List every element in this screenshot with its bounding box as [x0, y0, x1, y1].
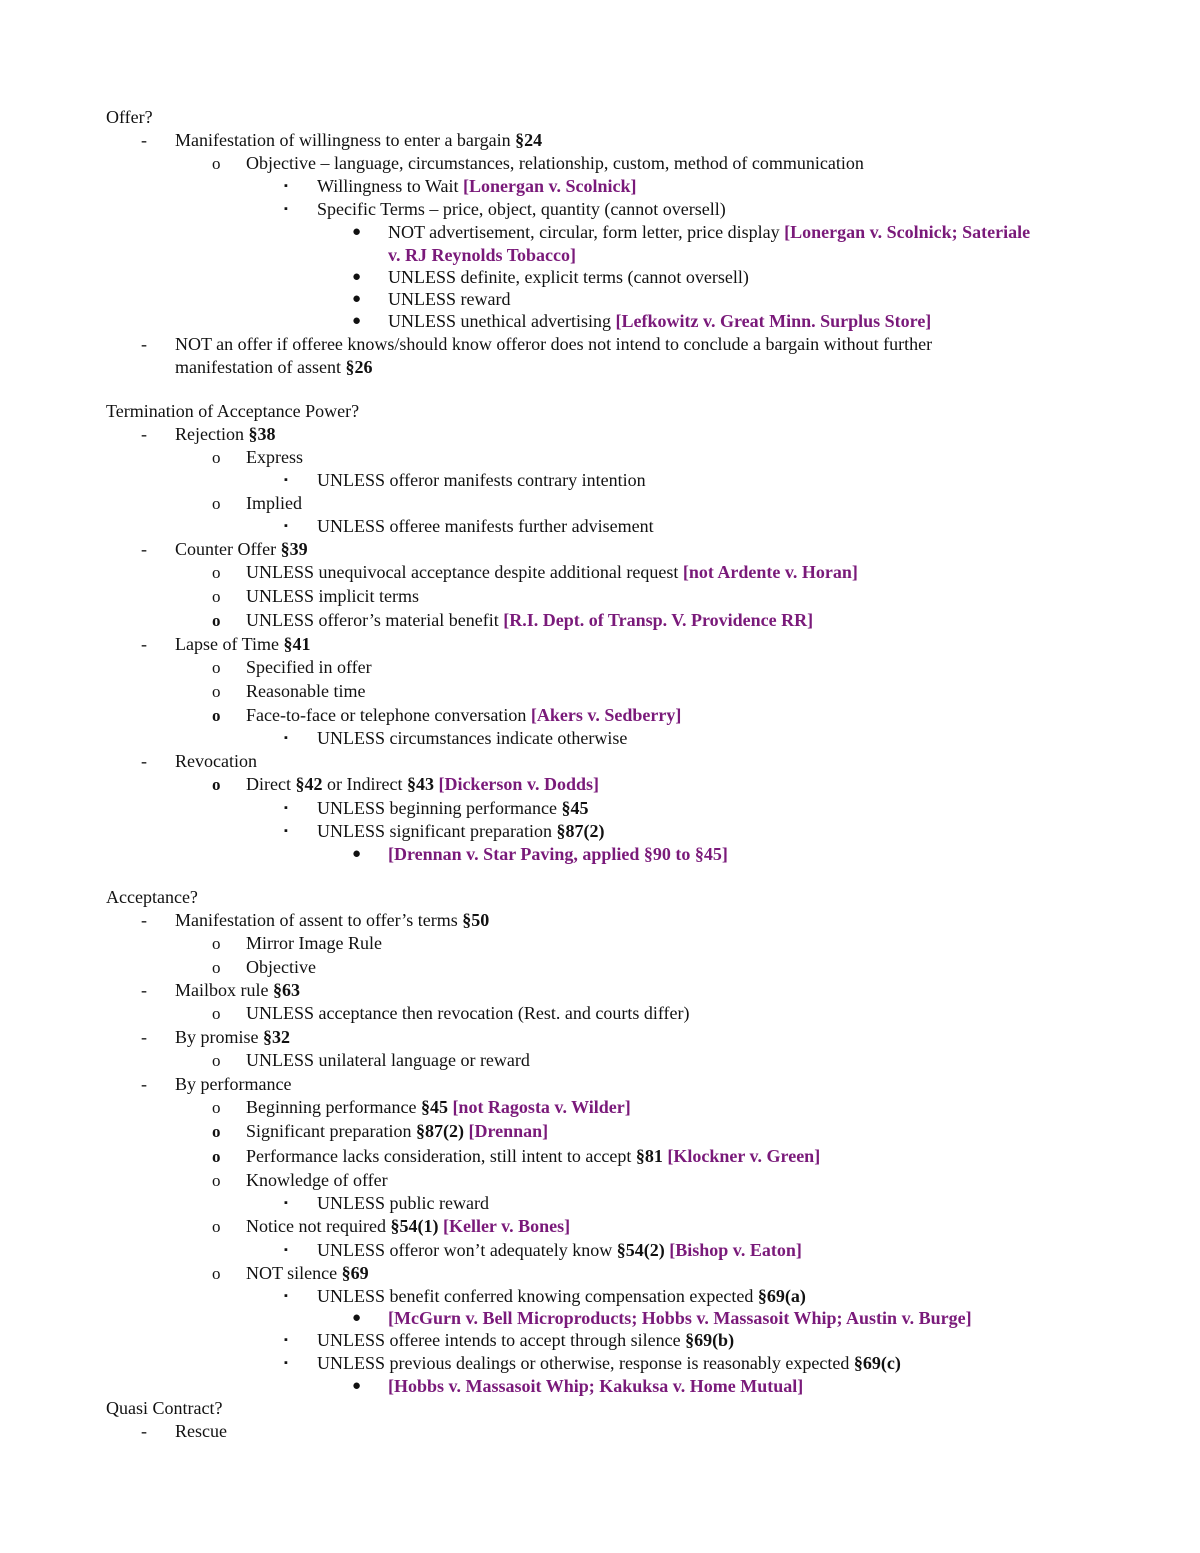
square-bullet-icon: ▪ — [284, 732, 288, 744]
section-ref: §69(a) — [757, 1286, 806, 1306]
section-ref: §38 — [248, 424, 276, 444]
square-bullet-icon: ▪ — [284, 1244, 288, 1256]
outline-item: o UNLESS offeror’s material benefit [R.I. Dept. of Transp. V. Providence RR] — [212, 610, 814, 630]
case-citation: [Hobbs v. Massasoit Whip; Kakuksa v. Home Mutual] — [388, 1376, 804, 1396]
dash-marker: - — [141, 1074, 147, 1094]
dash-marker: - — [141, 910, 147, 930]
section-ref: §50 — [462, 910, 490, 930]
square-bullet-icon: ▪ — [284, 802, 288, 814]
square-bullet-icon: ▪ — [284, 180, 288, 192]
dot-bullet-icon: ● — [352, 1378, 362, 1394]
heading-quasi-contract: Quasi Contract? — [106, 1398, 223, 1418]
square-bullet-icon: ▪ — [284, 203, 288, 215]
outline-item: - Revocation — [141, 751, 257, 771]
outline-item: o Beginning performance §45 [not Ragosta v. Wilder] — [212, 1097, 631, 1117]
outline-item: ▪ Specific Terms – price, object, quantity (cannot oversell) — [284, 199, 726, 219]
outline-item: - By performance — [141, 1074, 292, 1094]
section-ref: §39 — [280, 539, 308, 559]
outline-item: o Notice not required §54(1) [Keller v. Bones] — [212, 1216, 571, 1236]
case-citation: [Klockner v. Green] — [662, 1146, 821, 1166]
section-ref: §63 — [272, 980, 300, 1000]
square-bullet-icon: ▪ — [284, 474, 288, 486]
section-ref: §87(2) — [415, 1121, 464, 1141]
outline-item: o UNLESS unequivocal acceptance despite additional request [not Ardente v. Horan] — [212, 562, 858, 582]
section-ref: §81 — [635, 1146, 663, 1166]
case-citation: [Lefkowitz v. Great Minn. Surplus Store] — [615, 311, 932, 331]
outline-item: ▪ UNLESS offeree manifests further advisement — [284, 516, 654, 536]
outline-item: o UNLESS implicit terms — [212, 586, 419, 606]
outline-continuation — [0, 244, 1200, 267]
case-citation: v. RJ Reynolds Tobacco] — [388, 245, 577, 265]
outline-item: o Mirror Image Rule — [212, 933, 382, 953]
outline-item: ● UNLESS reward — [352, 289, 511, 309]
dash-marker: - — [141, 130, 147, 150]
heading-acceptance: Acceptance? — [106, 887, 198, 907]
case-citation: [Lonergan v. Scolnick] — [463, 176, 637, 196]
dash-marker: - — [141, 334, 147, 354]
outline-item — [0, 1307, 1200, 1330]
section-ref: §45 — [561, 798, 589, 818]
square-bullet-icon: ▪ — [284, 1197, 288, 1209]
circle-marker: o — [212, 1217, 221, 1236]
dash-marker: - — [141, 1421, 147, 1441]
case-citation: [Keller v. Bones] — [438, 1216, 571, 1236]
outline-item: - Manifestation of willingness to enter a bargain §24 — [141, 130, 543, 150]
outline-item: ▪ UNLESS significant preparation §87(2) — [284, 821, 605, 841]
case-citation: [Akers v. Sedberry] — [530, 705, 682, 725]
circle-marker: o — [212, 563, 221, 582]
section-ref: §69 — [341, 1263, 369, 1283]
outline-item: o Implied — [212, 493, 302, 513]
dash-marker: - — [141, 1027, 147, 1047]
case-citation: [McGurn v. Bell Microproducts; Hobbs v. Massasoit Whip; Austin v. Burge] — [388, 1308, 972, 1328]
case-citation: [Lonergan v. Scolnick; Sateriale — [784, 222, 1031, 242]
outline-item: ▪ UNLESS offeree intends to accept through silence §69(b) — [284, 1330, 735, 1350]
dot-bullet-icon: ● — [352, 269, 362, 285]
outline-item: ● NOT advertisement, circular, form letter, price display [Lonergan v. Scolnick; Sateriale — [352, 222, 1031, 242]
case-citation: [not Ragosta v. Wilder] — [447, 1097, 631, 1117]
section-ref: §45 — [420, 1097, 448, 1117]
outline-item: o Express — [212, 447, 303, 467]
outline-item: ▪ UNLESS public reward — [284, 1193, 489, 1213]
square-bullet-icon: ▪ — [284, 1334, 288, 1346]
outline-item: o Objective – language, circumstances, relationship, custom, method of communication — [212, 153, 864, 173]
outline-item: o UNLESS acceptance then revocation (Rest. and courts differ) — [212, 1003, 690, 1023]
outline-item: o UNLESS unilateral language or reward — [212, 1050, 530, 1070]
circle-marker: o — [212, 682, 221, 701]
outline-item: ▪ UNLESS offeror won’t adequately know §54(2) [Bishop v. Eaton] — [284, 1240, 802, 1260]
circle-marker: o — [212, 1264, 221, 1283]
case-citation: [Dickerson v. Dodds] — [433, 774, 599, 794]
outline-item: ▪ UNLESS beginning performance §45 — [284, 798, 589, 818]
circle-marker: o — [212, 494, 221, 513]
section-ref: §32 — [263, 1027, 290, 1047]
circle-marker: o — [212, 775, 221, 794]
square-bullet-icon: ▪ — [284, 1357, 288, 1369]
outline-item: - Lapse of Time §41 — [141, 634, 311, 654]
case-citation: [Drennan v. Star Paving, applied §90 to §45] — [388, 844, 728, 864]
circle-marker: o — [212, 658, 221, 677]
section-ref: §24 — [515, 130, 543, 150]
outline-item: ▪ UNLESS offeror manifests contrary intention — [284, 470, 646, 490]
heading-termination: Termination of Acceptance Power? — [106, 401, 360, 421]
dot-bullet-icon: ● — [352, 846, 362, 862]
section-ref: §54(2) — [616, 1240, 665, 1260]
heading-offer: Offer? — [106, 107, 153, 127]
circle-marker: o — [212, 154, 221, 173]
dash-marker: - — [141, 751, 147, 771]
dash-marker: - — [141, 424, 147, 444]
outline-item: - Rescue — [141, 1421, 227, 1441]
dash-marker: - — [141, 539, 147, 559]
circle-marker: o — [212, 1051, 221, 1070]
outline-item: ● UNLESS definite, explicit terms (cannot oversell) — [352, 267, 749, 287]
outline-item: - Rejection §38 — [141, 424, 276, 444]
outline-item: o Performance lacks consideration, still intent to accept §81 [Klockner v. Green] — [212, 1146, 821, 1166]
outline-item: ▪ UNLESS benefit conferred knowing compensation expected §69(a) — [284, 1286, 806, 1306]
dash-marker: - — [141, 980, 147, 1000]
section-ref: §26 — [345, 357, 373, 377]
outline-continuation: manifestation of assent §26 — [175, 357, 373, 377]
dash-marker: - — [141, 634, 147, 654]
outline-item: o Knowledge of offer — [212, 1170, 388, 1190]
section-ref: §69(c) — [853, 1353, 901, 1373]
outline-item: ▪ UNLESS previous dealings or otherwise, response is reasonably expected §69(c) — [284, 1353, 901, 1373]
outline-item: ▪ UNLESS circumstances indicate otherwise — [284, 728, 628, 748]
case-citation: [R.I. Dept. of Transp. V. Providence RR] — [503, 610, 814, 630]
circle-marker: o — [212, 587, 221, 606]
outline-item — [0, 843, 1200, 866]
section-ref: §54(1) — [390, 1216, 439, 1236]
outline-item: o Significant preparation §87(2) [Drennan] — [212, 1121, 549, 1141]
circle-marker: o — [212, 706, 221, 725]
outline-item: o Specified in offer — [212, 657, 372, 677]
outline-item: o Face-to-face or telephone conversation [Akers v. Sedberry] — [212, 705, 682, 725]
section-ref: §41 — [283, 634, 311, 654]
outline-item: o NOT silence §69 — [212, 1263, 369, 1283]
square-bullet-icon: ▪ — [284, 520, 288, 532]
circle-marker: o — [212, 611, 221, 630]
case-citation: [not Ardente v. Horan] — [682, 562, 858, 582]
outline-item: ● UNLESS unethical advertising [Lefkowitz v. Great Minn. Surplus Store] — [352, 311, 932, 331]
circle-marker: o — [212, 958, 221, 977]
outline-item: o Objective — [212, 957, 316, 977]
section-ref: §42 — [295, 774, 323, 794]
square-bullet-icon: ▪ — [284, 1290, 288, 1302]
outline-item: - Mailbox rule §63 — [141, 980, 300, 1000]
outline-item — [0, 1375, 1200, 1398]
circle-marker: o — [212, 1122, 221, 1141]
circle-marker: o — [212, 1098, 221, 1117]
dot-bullet-icon: ● — [352, 291, 362, 307]
square-bullet-icon: ▪ — [284, 825, 288, 837]
section-ref: §43 — [406, 774, 434, 794]
section-ref: §69(b) — [685, 1330, 735, 1350]
circle-marker: o — [212, 1147, 221, 1166]
case-citation: [Bishop v. Eaton] — [664, 1240, 802, 1260]
dot-bullet-icon: ● — [352, 224, 362, 240]
circle-marker: o — [212, 448, 221, 467]
section-ref: §87(2) — [556, 821, 605, 841]
circle-marker: o — [212, 1171, 221, 1190]
outline-item: o Direct §42 or Indirect §43 [Dickerson v. Dodds] — [212, 774, 599, 794]
outline-item: ▪ Willingness to Wait [Lonergan v. Scolnick] — [284, 176, 637, 196]
outline-item: - By promise §32 — [141, 1027, 290, 1047]
outline-item: - NOT an offer if offeree knows/should know offeror does not intend to conclude a bargain without further — [141, 334, 933, 354]
circle-marker: o — [212, 934, 221, 953]
circle-marker: o — [212, 1004, 221, 1023]
outline-item: - Counter Offer §39 — [141, 539, 308, 559]
outline-item: - Manifestation of assent to offer’s terms §50 — [141, 910, 490, 930]
dot-bullet-icon: ● — [352, 1310, 362, 1326]
outline-item: o Reasonable time — [212, 681, 366, 701]
dot-bullet-icon: ● — [352, 313, 362, 329]
case-citation: [Drennan] — [463, 1121, 549, 1141]
